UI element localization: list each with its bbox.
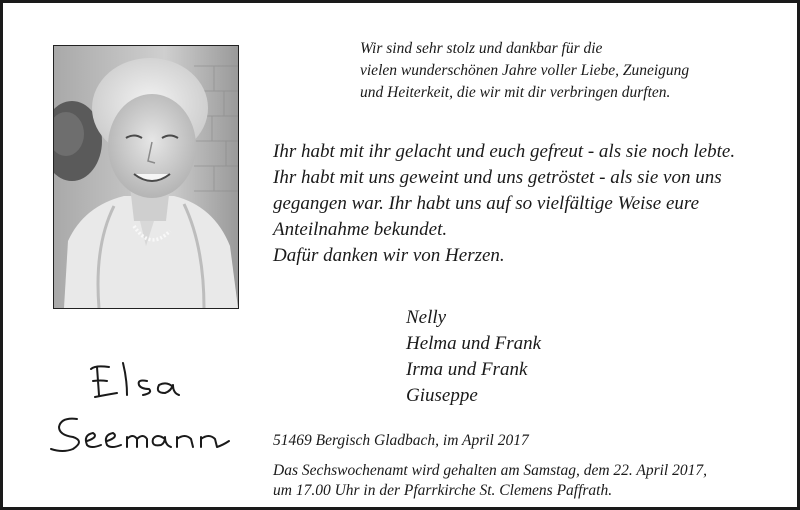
signatories-list: [406, 305, 541, 409]
thanks-line: gegangen war. Ihr habt uns auf so vielfältige Weise eure: [273, 193, 700, 214]
portrait-photo: [53, 45, 239, 309]
signatory-name: Irma und Frank: [406, 359, 528, 380]
thanks-line: Ihr habt mit ihr gelacht und euch gefreut - als sie noch lebte.: [273, 141, 736, 162]
quote-line: vielen wunderschönen Jahre voller Liebe, Zuneigung: [360, 62, 690, 79]
service-line: um 17.00 Uhr in der Pfarrkirche St. Clemens Paffrath.: [273, 482, 613, 499]
opening-quote: [360, 38, 760, 104]
thanks-line: Anteilnahme bekundet.: [273, 219, 448, 240]
quote-line: und Heiterkeit, die wir mit dir verbringen durften.: [360, 84, 671, 101]
signatory-name: Giuseppe: [406, 385, 478, 406]
quote-line: Wir sind sehr stolz und dankbar für die: [360, 40, 603, 57]
thanks-text: [273, 139, 783, 269]
thanks-line: Ihr habt mit uns geweint und uns getröstet - als sie von uns: [273, 167, 722, 188]
signature-drawing: [47, 353, 247, 473]
service-line: Das Sechswochenamt wird gehalten am Samstag, dem 22. April 2017,: [273, 462, 707, 479]
signatory-name: Nelly: [406, 307, 447, 328]
thanks-line: Dafür danken wir von Herzen.: [273, 245, 505, 266]
signatory-name: Helma und Frank: [406, 333, 542, 354]
portrait-image: [54, 46, 238, 308]
place-date: 51469 Bergisch Gladbach, im April 2017: [273, 432, 529, 449]
name-signature: [47, 353, 247, 473]
service-info: [273, 461, 707, 501]
